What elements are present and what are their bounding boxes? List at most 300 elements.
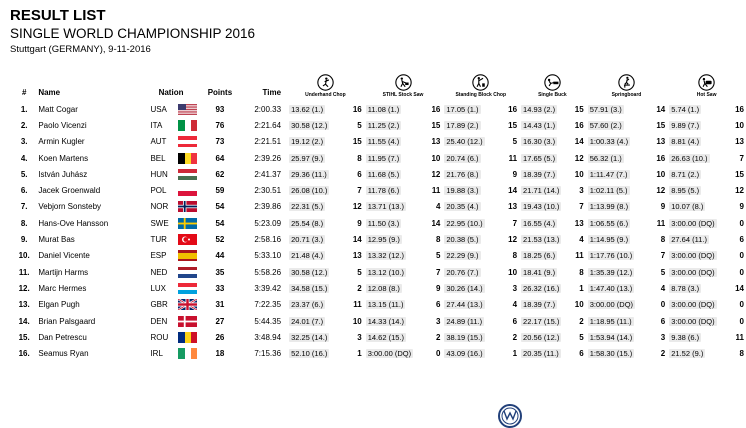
nation-cell xyxy=(143,150,202,166)
discipline-time: 11.95 (7.) xyxy=(367,153,400,163)
table-header-row xyxy=(14,70,746,101)
discipline-points: 1 xyxy=(512,349,518,359)
discipline-result-cell xyxy=(287,117,364,133)
header xyxy=(10,7,255,57)
discipline-result-cell xyxy=(442,345,519,361)
discipline-time: 20.35 (11.) xyxy=(523,349,559,359)
col-nation-header: Nation xyxy=(158,88,184,97)
discipline-points: 2 xyxy=(579,316,584,326)
nation-cell xyxy=(143,101,202,117)
athlete-name: Martijn Harms xyxy=(38,267,89,277)
athlete-name: Seamus Ryan xyxy=(38,349,89,359)
discipline-result-cell xyxy=(586,150,668,166)
points-cell: 62 xyxy=(215,169,225,179)
rank-cell: 16. xyxy=(18,349,30,359)
discipline-time: 17.05 (1.) xyxy=(446,104,479,114)
discipline-result-cell xyxy=(442,231,519,247)
discipline-points: 6 xyxy=(357,169,362,179)
rank-cell: 15. xyxy=(18,332,30,342)
table-row xyxy=(14,329,746,345)
discipline-points: 13 xyxy=(431,137,441,147)
discipline-points: 12 xyxy=(431,169,441,179)
discipline-points: 14 xyxy=(431,218,441,228)
discipline-time: 13.12 (10.) xyxy=(367,267,404,277)
discipline-result-cell xyxy=(586,199,668,215)
col-name-header: Name xyxy=(38,88,61,97)
discipline-result-cell xyxy=(667,345,746,361)
discipline-result-cell xyxy=(667,101,746,117)
discipline-points: 11 xyxy=(508,153,518,163)
flag-icon xyxy=(178,316,197,327)
discipline-result-cell xyxy=(586,101,668,117)
discipline-time: 22.17 (15.) xyxy=(523,316,560,326)
discipline-result-cell xyxy=(586,182,668,198)
discipline-points: 16 xyxy=(508,104,518,114)
rank-cell: 8. xyxy=(20,218,28,228)
discipline-time: 20.76 (7.) xyxy=(446,267,479,277)
discipline-result-cell xyxy=(442,199,519,215)
table-row xyxy=(14,345,746,361)
discipline-points: 11 xyxy=(656,218,666,228)
discipline-points: 6 xyxy=(512,316,518,326)
discipline-time: 21.48 (4.) xyxy=(291,251,324,261)
nation-code: SWE xyxy=(150,218,169,228)
discipline-points: 2 xyxy=(512,332,518,342)
discipline-points: 7 xyxy=(512,218,518,228)
discipline-points: 0 xyxy=(739,218,744,228)
discipline-points: 4 xyxy=(660,283,666,293)
discipline-result-cell xyxy=(442,215,519,231)
discipline-result-cell xyxy=(287,166,364,182)
discipline-points: 15 xyxy=(508,120,518,130)
discipline-result-cell xyxy=(586,231,668,247)
discipline-time: 11.78 (6.) xyxy=(367,186,400,196)
discipline-points: 9 xyxy=(512,169,518,179)
discipline-points: 6 xyxy=(435,300,441,310)
table-row xyxy=(14,134,746,150)
discipline-points: 16 xyxy=(352,104,362,114)
nation-code: AUT xyxy=(150,137,167,147)
discipline-points: 3 xyxy=(579,186,584,196)
discipline-points: 3 xyxy=(357,332,362,342)
discipline-time: 11.55 (4.) xyxy=(367,137,400,147)
discipline-result-cell xyxy=(364,313,443,329)
discipline-result-cell xyxy=(667,134,746,150)
discipline-points: 10 xyxy=(352,316,362,326)
underhand-chop-icon xyxy=(317,74,334,91)
discipline-time: 27.64 (11.) xyxy=(671,235,707,245)
discipline-points: 2 xyxy=(435,332,441,342)
discipline-result-cell xyxy=(442,280,519,296)
discipline-result-cell xyxy=(667,313,746,329)
discipline-result-cell xyxy=(442,101,519,117)
discipline-points: 14 xyxy=(735,283,744,293)
discipline-time: 3:00.00 (DQ) xyxy=(671,316,715,326)
discipline-points: 11 xyxy=(431,186,441,196)
discipline-result-cell xyxy=(442,134,519,150)
discipline-time: 57.91 (3.) xyxy=(589,104,622,114)
discipline-points: 14 xyxy=(508,186,518,196)
col-discipline-header: STIHL Stock Saw xyxy=(364,70,443,101)
discipline-points: 3 xyxy=(660,332,666,342)
table-row xyxy=(14,150,746,166)
standing-block-chop-icon xyxy=(472,74,489,91)
athlete-name: Murat Bas xyxy=(38,235,75,245)
discipline-result-cell xyxy=(442,117,519,133)
flag-icon xyxy=(178,299,197,310)
discipline-time: 23.37 (6.) xyxy=(291,300,324,310)
discipline-time: 16.55 (4.) xyxy=(523,218,556,228)
discipline-result-cell xyxy=(287,101,364,117)
discipline-result-cell xyxy=(364,297,443,313)
discipline-points: 7 xyxy=(660,251,666,261)
discipline-time: 24.89 (11.) xyxy=(446,316,483,326)
nation-cell xyxy=(143,313,202,329)
table-row xyxy=(14,231,746,247)
discipline-time: 34.58 (15.) xyxy=(291,283,328,293)
athlete-name: Vebjorn Sonsteby xyxy=(38,202,102,212)
flag-icon xyxy=(178,267,197,278)
discipline-time: 8.78 (3.) xyxy=(671,283,700,293)
discipline-time: 18.41 (9.) xyxy=(523,267,556,277)
nation-code: ITA xyxy=(150,120,163,130)
nation-code: GBR xyxy=(150,300,168,310)
points-cell: 59 xyxy=(215,186,225,196)
discipline-time: 52.10 (16.) xyxy=(291,349,328,359)
points-cell: 31 xyxy=(215,300,225,310)
discipline-points: 15 xyxy=(352,137,362,147)
discipline-result-cell xyxy=(364,166,443,182)
discipline-time: 18.39 (7.) xyxy=(523,300,556,310)
discipline-points: 5 xyxy=(579,332,584,342)
discipline-time: 3:00.00 (DQ) xyxy=(671,251,715,261)
discipline-result-cell xyxy=(667,199,746,215)
discipline-time: 3:00.00 (DQ) xyxy=(671,300,715,310)
nation-cell xyxy=(143,182,202,198)
points-cell: 54 xyxy=(215,218,225,228)
discipline-points: 12 xyxy=(656,186,666,196)
discipline-result-cell xyxy=(287,329,364,345)
discipline-time: 25.97 (9.) xyxy=(291,153,324,163)
table-row xyxy=(14,313,746,329)
discipline-result-cell xyxy=(287,199,364,215)
discipline-points: 12 xyxy=(574,153,584,163)
discipline-points: 12 xyxy=(352,202,362,212)
discipline-time: 30.26 (14.) xyxy=(446,283,483,293)
discipline-time: 11.25 (2.) xyxy=(367,120,400,130)
discipline-time: 14.33 (14.) xyxy=(367,316,404,326)
col-discipline-header: Springboard xyxy=(586,70,668,101)
discipline-points: 2 xyxy=(660,349,666,359)
discipline-time: 10.07 (8.) xyxy=(671,202,704,212)
discipline-result-cell xyxy=(364,345,443,361)
discipline-time: 5.74 (1.) xyxy=(671,104,700,114)
points-cell: 35 xyxy=(215,267,225,277)
discipline-time: 3:00.00 (DQ) xyxy=(589,300,634,310)
discipline-time: 38.19 (15.) xyxy=(446,332,483,342)
discipline-points: 8 xyxy=(579,267,584,277)
discipline-points: 12 xyxy=(735,186,744,196)
nation-cell xyxy=(143,297,202,313)
nation-code: USA xyxy=(150,104,167,114)
nation-cell xyxy=(143,166,202,182)
discipline-time: 11.68 (5.) xyxy=(367,169,400,179)
discipline-time: 30.58 (12.) xyxy=(291,120,328,130)
discipline-time: 43.09 (16.) xyxy=(446,349,483,359)
discipline-result-cell xyxy=(667,264,746,280)
discipline-points: 13 xyxy=(735,137,744,147)
athlete-name: Matt Cogar xyxy=(38,104,78,114)
discipline-result-cell xyxy=(287,215,364,231)
table-row xyxy=(14,182,746,198)
discipline-time: 14.93 (2.) xyxy=(523,104,556,114)
table-row xyxy=(14,297,746,313)
discipline-result-cell xyxy=(519,231,586,247)
points-cell: 26 xyxy=(215,332,225,342)
discipline-time: 1:06.55 (6.) xyxy=(589,218,629,228)
discipline-points: 14 xyxy=(352,235,362,245)
discipline-points: 0 xyxy=(739,267,744,277)
discipline-time: 1:14.95 (9.) xyxy=(589,235,629,245)
nation-code: POL xyxy=(150,186,167,196)
points-cell: 27 xyxy=(215,316,225,326)
athlete-name: Hans-Ove Hansson xyxy=(38,218,109,228)
discipline-result-cell xyxy=(586,248,668,264)
nation-cell xyxy=(143,264,202,280)
discipline-result-cell xyxy=(442,166,519,182)
discipline-points: 6 xyxy=(660,316,666,326)
discipline-time: 20.71 (3.) xyxy=(291,235,324,245)
springboard-icon xyxy=(618,74,635,91)
discipline-points: 10 xyxy=(508,267,518,277)
discipline-points: 7 xyxy=(435,267,441,277)
discipline-time: 1:47.40 (13.) xyxy=(589,283,633,293)
discipline-points: 10 xyxy=(735,120,744,130)
discipline-result-cell xyxy=(586,264,668,280)
discipline-time: 1:00.33 (4.) xyxy=(589,137,629,147)
discipline-points: 9 xyxy=(435,283,441,293)
discipline-points: 8 xyxy=(739,349,744,359)
discipline-result-cell xyxy=(519,345,586,361)
discipline-points: 0 xyxy=(739,316,744,326)
discipline-points: 0 xyxy=(435,349,441,359)
discipline-points: 13 xyxy=(352,251,362,261)
discipline-time: 8.71 (2.) xyxy=(671,169,700,179)
discipline-result-cell xyxy=(364,280,443,296)
discipline-result-cell xyxy=(364,248,443,264)
discipline-time: 12.95 (9.) xyxy=(367,235,400,245)
discipline-points: 13 xyxy=(656,137,666,147)
discipline-result-cell xyxy=(364,215,443,231)
discipline-points: 4 xyxy=(579,235,584,245)
discipline-points: 11 xyxy=(353,300,362,310)
discipline-points: 3 xyxy=(435,316,441,326)
discipline-result-cell xyxy=(519,329,586,345)
discipline-time: 22.95 (10.) xyxy=(446,218,483,228)
points-cell: 64 xyxy=(215,153,225,163)
discipline-result-cell xyxy=(667,117,746,133)
time-cell: 5:44.35 xyxy=(254,316,282,326)
discipline-points: 9 xyxy=(357,218,362,228)
nation-code: LUX xyxy=(150,283,166,293)
discipline-points: 13 xyxy=(574,218,584,228)
discipline-time: 17.65 (5.) xyxy=(523,153,556,163)
flag-icon xyxy=(178,185,197,196)
points-cell: 44 xyxy=(215,251,225,261)
discipline-result-cell xyxy=(586,297,668,313)
discipline-points: 9 xyxy=(660,202,666,212)
discipline-points: 0 xyxy=(739,251,744,261)
discipline-time: 19.88 (3.) xyxy=(446,186,479,196)
discipline-points: 7 xyxy=(357,186,362,196)
discipline-time: 1:13.99 (8.) xyxy=(589,202,629,212)
discipline-result-cell xyxy=(287,150,364,166)
discipline-result-cell xyxy=(667,215,746,231)
discipline-time: 57.60 (2.) xyxy=(589,120,622,130)
points-cell: 54 xyxy=(215,202,225,212)
discipline-result-cell xyxy=(287,231,364,247)
discipline-time: 20.56 (12.) xyxy=(523,332,560,342)
discipline-result-cell xyxy=(667,150,746,166)
discipline-result-cell xyxy=(287,297,364,313)
athlete-name: Paolo Vicenzi xyxy=(38,120,87,130)
results-table xyxy=(14,70,746,362)
rank-cell: 5. xyxy=(20,169,28,179)
time-cell: 2:39.86 xyxy=(254,202,282,212)
discipline-result-cell xyxy=(364,150,443,166)
discipline-result-cell xyxy=(586,134,668,150)
col-discipline-header: Underhand Chop xyxy=(287,70,364,101)
discipline-time: 56.32 (1.) xyxy=(589,153,622,163)
discipline-points: 14 xyxy=(656,104,666,114)
discipline-time: 3:00.00 (DQ) xyxy=(367,349,412,359)
discipline-result-cell xyxy=(586,215,668,231)
nation-code: BEL xyxy=(150,153,166,163)
athlete-name: Koen Martens xyxy=(38,153,89,163)
table-row xyxy=(14,101,746,117)
nation-code: ROU xyxy=(150,332,169,342)
discipline-points: 4 xyxy=(435,202,441,212)
discipline-points: 10 xyxy=(574,300,584,310)
discipline-time: 18.25 (6.) xyxy=(523,251,556,261)
discipline-time: 21.52 (9.) xyxy=(671,349,704,359)
discipline-points: 5 xyxy=(435,251,441,261)
flag-icon xyxy=(178,104,197,115)
discipline-result-cell xyxy=(667,329,746,345)
discipline-result-cell xyxy=(519,150,586,166)
time-cell: 2:39.26 xyxy=(254,153,282,163)
rank-cell: 7. xyxy=(20,202,28,212)
discipline-result-cell xyxy=(519,264,586,280)
flag-icon xyxy=(178,120,197,131)
discipline-points: 16 xyxy=(431,104,441,114)
discipline-result-cell xyxy=(442,150,519,166)
discipline-points: 10 xyxy=(574,169,584,179)
rank-cell: 12. xyxy=(18,283,30,293)
discipline-time: 21.71 (14.) xyxy=(523,186,560,196)
discipline-points: 9 xyxy=(739,202,744,212)
discipline-points: 7 xyxy=(579,202,584,212)
discipline-points: 10 xyxy=(431,153,441,163)
time-cell: 5:23.09 xyxy=(254,218,282,228)
table-row xyxy=(14,199,746,215)
col-points-header: Points xyxy=(207,88,233,97)
time-cell: 2:00.33 xyxy=(254,104,282,114)
discipline-points: 0 xyxy=(739,300,744,310)
discipline-result-cell xyxy=(519,117,586,133)
flag-icon xyxy=(178,283,197,294)
discipline-points: 4 xyxy=(512,300,518,310)
discipline-points: 6 xyxy=(579,349,584,359)
discipline-result-cell xyxy=(287,280,364,296)
discipline-points: 5 xyxy=(357,120,362,130)
discipline-points: 16 xyxy=(735,104,744,114)
discipline-time: 21.76 (8.) xyxy=(446,169,479,179)
discipline-time: 26.63 (10.) xyxy=(671,153,708,163)
points-cell: 93 xyxy=(215,104,225,114)
athlete-name: Marc Hermes xyxy=(38,283,87,293)
discipline-time: 14.43 (1.) xyxy=(523,120,556,130)
discipline-result-cell xyxy=(442,264,519,280)
discipline-result-cell xyxy=(586,345,668,361)
discipline-time: 19.43 (10.) xyxy=(523,202,560,212)
flag-icon xyxy=(178,348,197,359)
discipline-points: 1 xyxy=(579,283,584,293)
discipline-points: 12 xyxy=(508,235,518,245)
discipline-result-cell xyxy=(519,166,586,182)
rank-cell: 1. xyxy=(20,104,28,114)
nation-cell xyxy=(143,199,202,215)
discipline-result-cell xyxy=(519,215,586,231)
discipline-points: 8 xyxy=(660,235,666,245)
nation-code: NOR xyxy=(150,202,169,212)
discipline-result-cell xyxy=(519,134,586,150)
discipline-time: 1:53.94 (14.) xyxy=(589,332,633,342)
rank-cell: 4. xyxy=(20,153,28,163)
discipline-result-cell xyxy=(364,329,443,345)
discipline-result-cell xyxy=(364,117,443,133)
discipline-points: 5 xyxy=(660,267,666,277)
discipline-result-cell xyxy=(364,264,443,280)
discipline-result-cell xyxy=(519,297,586,313)
discipline-result-cell xyxy=(586,280,668,296)
time-cell: 7:15.36 xyxy=(254,349,282,359)
discipline-time: 9.89 (7.) xyxy=(671,120,700,130)
discipline-time: 25.40 (12.) xyxy=(446,137,483,147)
nation-cell xyxy=(143,117,202,133)
discipline-points: 16 xyxy=(574,120,584,130)
discipline-points: 6 xyxy=(739,235,744,245)
discipline-points: 1 xyxy=(357,349,362,359)
col-discipline-header: Hot Saw xyxy=(667,70,746,101)
discipline-points: 5 xyxy=(357,267,362,277)
discipline-time: 22.31 (5.) xyxy=(291,202,324,212)
flag-icon xyxy=(178,332,197,343)
nation-code: NED xyxy=(150,267,168,277)
discipline-time: 27.44 (13.) xyxy=(446,300,483,310)
flag-icon xyxy=(178,250,197,261)
col-discipline-header: Single Buck xyxy=(519,70,586,101)
discipline-result-cell xyxy=(586,329,668,345)
discipline-result-cell xyxy=(442,248,519,264)
discipline-result-cell xyxy=(364,199,443,215)
nation-code: ESP xyxy=(150,251,167,261)
table-row xyxy=(14,215,746,231)
discipline-result-cell xyxy=(287,248,364,264)
discipline-result-cell xyxy=(442,297,519,313)
discipline-time: 19.12 (2.) xyxy=(291,137,324,147)
discipline-time: 1:18.95 (11.) xyxy=(589,316,632,326)
